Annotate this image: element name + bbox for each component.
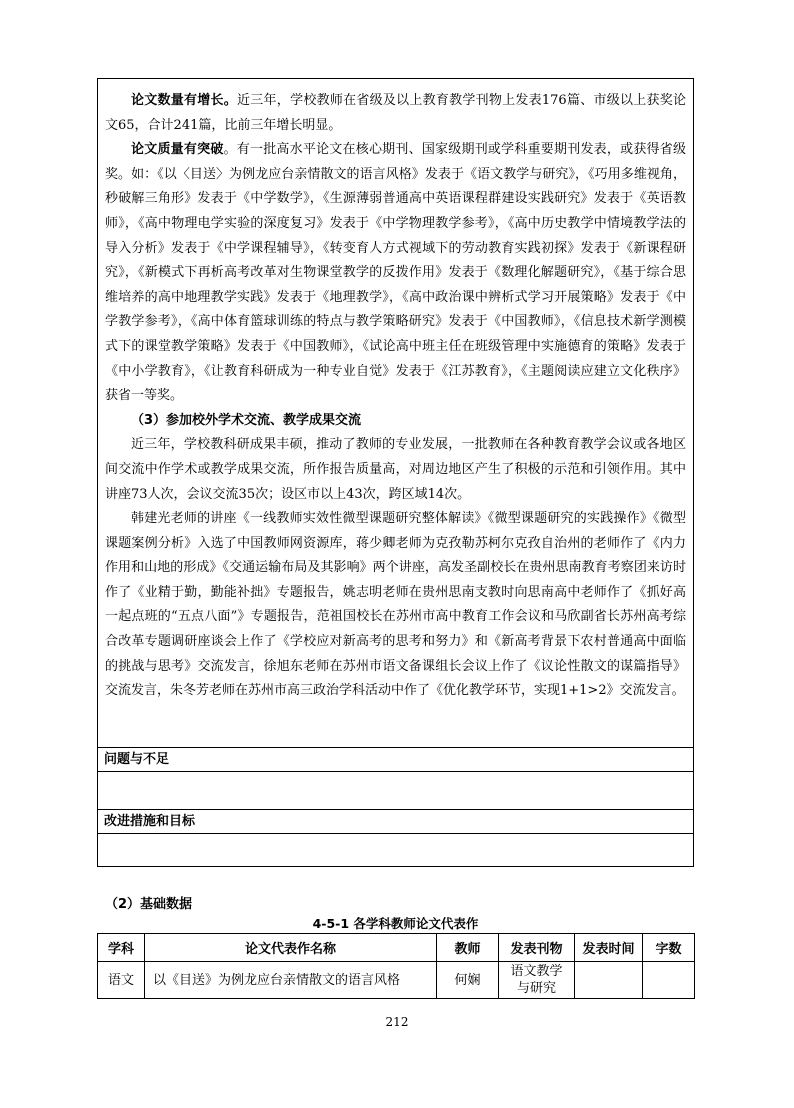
paragraph-exchange-summary: 近三年，学校教科研成果丰硕，推动了教师的专业发展，一批教师在各种教育教学会议或各地区间交流中作学术或教学成果交流，所作报告质量高，对周边地区产生了积极的示范和引领作用。其中讲座73人次，会议交流35次；设区市以上43次，跨区域14次。 [105,437,686,502]
subheading-exchange: （3）参加校外学术交流、教学成果交流 [131,412,362,428]
journal-line: 与研究 [516,981,556,996]
header-journal: 发表刊物 [499,934,575,962]
improvement-label: 改进措施和目标 [98,810,693,834]
table-header-row [98,934,695,962]
cell-word-count [643,962,695,999]
content-frame [97,78,694,867]
page-number: 212 [385,1015,409,1029]
cell-publish-date [575,962,643,999]
paragraph-paper-quantity [105,89,686,138]
journal-line: 语文教学 [510,964,563,979]
problems-label: 问题与不足 [98,748,693,772]
header-teacher: 教师 [437,934,499,962]
cell-teacher: 何娴 [437,962,499,999]
paragraph-text: 近三年，学校教师在省级及以上教育教学刊物上发表176篇、市级以上获奖论文65，合计241篇，比前三年增长明显。 [105,93,686,133]
section-title-basic-data: （2）基础数据 [105,897,193,912]
header-publish-date: 发表时间 [575,934,643,962]
table-row [98,962,695,999]
cell-paper-name: 以《目送》为例龙应台亲情散文的语言风格 [145,962,437,999]
improvement-content [98,834,693,866]
header-word-count: 字数 [643,934,695,962]
bold-lead-quality: 论文质量有突破 [131,142,224,158]
papers-table [97,933,695,999]
bold-lead-quantity: 论文数量有增长。 [131,93,238,108]
main-text-cell [98,79,693,748]
header-paper-name: 论文代表作名称 [145,934,437,962]
header-subject: 学科 [98,934,145,962]
paragraph-paper-quality [105,138,686,409]
cell-journal [499,962,575,999]
table-title: 4-5-1 各学科教师论文代表作 [312,916,479,931]
problems-content [98,772,693,810]
paragraph-exchange-details: 韩建光老师的讲座《一线教师实效性微型课题研究整体解读》《微型课题研究的实践操作》《微型课题案例分析》入选了中国教师网资源库，蒋少卿老师为克孜勒苏柯尔克孜自治州的老师作了《内力作用和山地的形成》《交通运输布局及其影响》两个讲座，高发圣副校长在贵州思南教育考察团来访时作了《业精于勤，勤能补拙》专题报告，姚志明老师在贵州思南支教时向思南高中老师作了《抓好高一起点班的“五点八面”》专题报告，范祖国校长在苏州市高中教育工作会议和马欣副省长苏州高考综合改革专题调研座谈会上作了《学校应对新高考的思考和努力》和《新高考背景下农村普通高中面临的挑战与思考》交流发言，徐旭东老师在苏州市语文备课组长会议上作了《议论性散文的谋篇指导》交流发言，朱冬芳老师在苏州市高三政治学科活动中作了《优化教学环节，实现1+1>2》交流发言。 [105,511,686,699]
paragraph-text: 。有一批高水平论文在核心期刊、国家级期刊或学科重要期刊发表，或获得省级奖。如：《以〈目送〉为例龙应台亲情散文的语言风格》发表于《语文教学与研究》，《巧用多维视角，秒破解三角形》发表于《中学数学》，《生源薄弱普通高中英语课程群建设实践研究》发表于《英语教师》，《高中物理电学实验的深度复习》发表于《中学物理教学参考》，《高中历史教学中情境教学法的导入分析》发表于《中学课程辅导》，《转变育人方式视域下的劳动教育实践初探》发表于《新课程研究》，《新模式下再析高考改革对生物课堂教学的反拨作用》发表于《数理化解题研究》，《基于综合思维培养的高中地理教学实践》发表于《地理教学》，《高中政治课中辨析式学习开展策略》发表于《中学教学参考》，《高中体育篮球训练的特点与教学策略研究》发表于《中国教师》，《信息技术新学测模式下的课堂教学策略》发表于《中国教师》，《试论高中班主任在班级管理中实施德育的策略》发表于《中小学教育》，《让教育科研成为一种专业自觉》发表于《江苏教育》，《主题阅读应建立文化秩序》获省一等奖。 [105,142,686,404]
cell-subject: 语文 [98,962,145,999]
